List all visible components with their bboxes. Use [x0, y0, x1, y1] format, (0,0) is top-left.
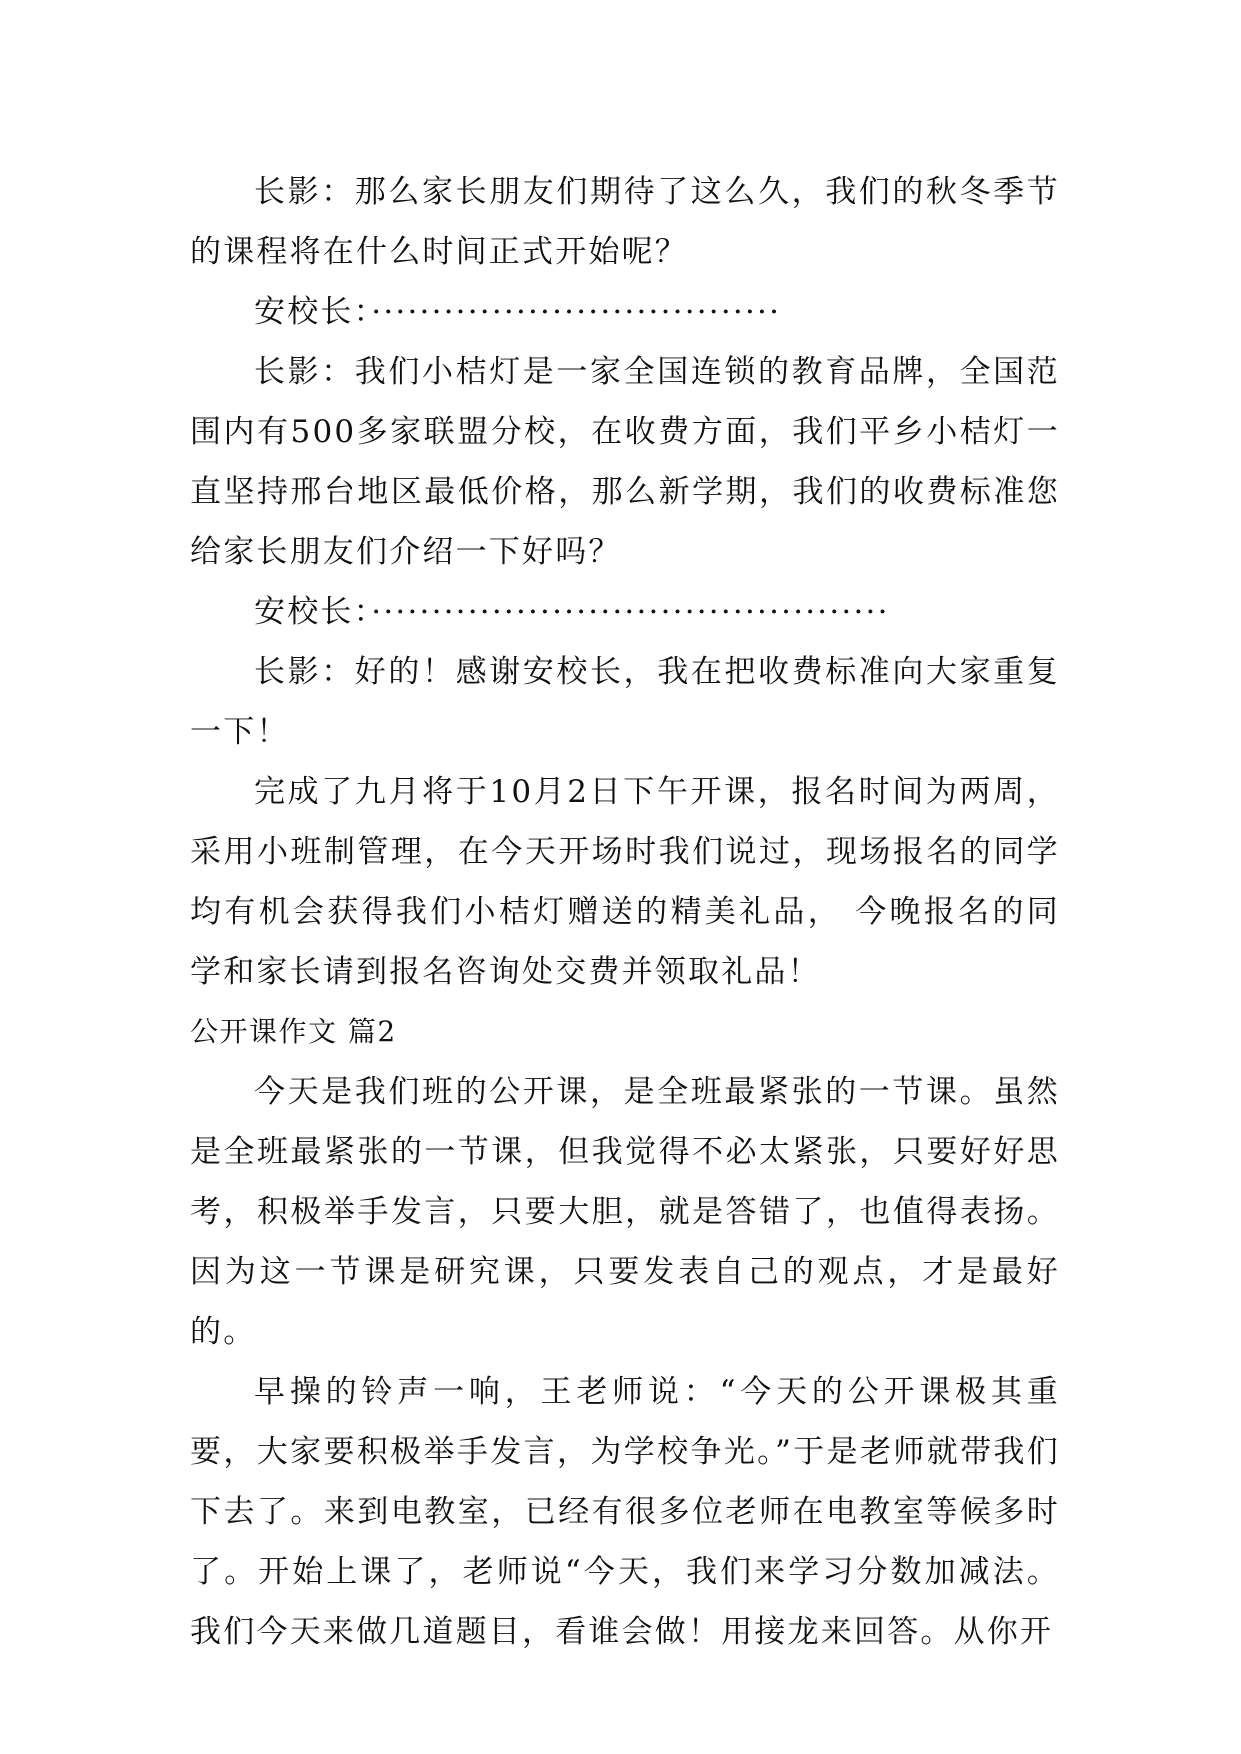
dialogue-paragraph: 长影：我们小桔灯是一家全国连锁的教育品牌，全国范围内有500多家联盟分校，在收费方面，我们平乡小桔灯一直坚持邢台地区最低价格，那么新学期，我们的收费标准您给家长朋友们介绍一下好吗？ [190, 354, 1060, 570]
essay-paragraph: 早操的铃声一响，王老师说：“今天的公开课极其重要，大家要积极举手发言，为学校争光。”于是老师就带我们下去了。来到电教室，已经有很多位老师在电教室等候多时了。开始上课了，老师说“今天，我们来学习分数加减法。我们今天来做几道题目，看谁会做！用接龙来回答。从你开 [190, 1374, 1060, 1650]
dialogue-paragraph: 长影：好的！感谢安校长，我在把收费标准向大家重复一下！ [190, 654, 1060, 750]
section-heading: 公开课作文 篇2 [190, 1015, 397, 1048]
dialogue-paragraph: 安校长：·································· [254, 294, 782, 330]
document-body [190, 162, 1060, 1662]
announcement-paragraph: 完成了九月将于10月2日下午开课，报名时间为两周，采用小班制管理，在今天开场时我们说过，现场报名的同学均有机会获得我们小桔灯赠送的精美礼品， 今晚报名的同学和家长请到报名咨询处交费并领取礼品！ [190, 774, 1060, 990]
dialogue-paragraph: 长影：那么家长朋友们期待了这么久，我们的秋冬季节的课程将在什么时间正式开始呢？ [190, 174, 1060, 270]
essay-paragraph: 今天是我们班的公开课，是全班最紧张的一节课。虽然是全班最紧张的一节课，但我觉得不必太紧张，只要好好思考，积极举手发言，只要大胆，就是答错了，也值得表扬。因为这一节课是研究课，只要发表自己的观点，才是最好的。 [190, 1074, 1060, 1350]
dialogue-paragraph: 安校长：··········································· [254, 594, 890, 630]
